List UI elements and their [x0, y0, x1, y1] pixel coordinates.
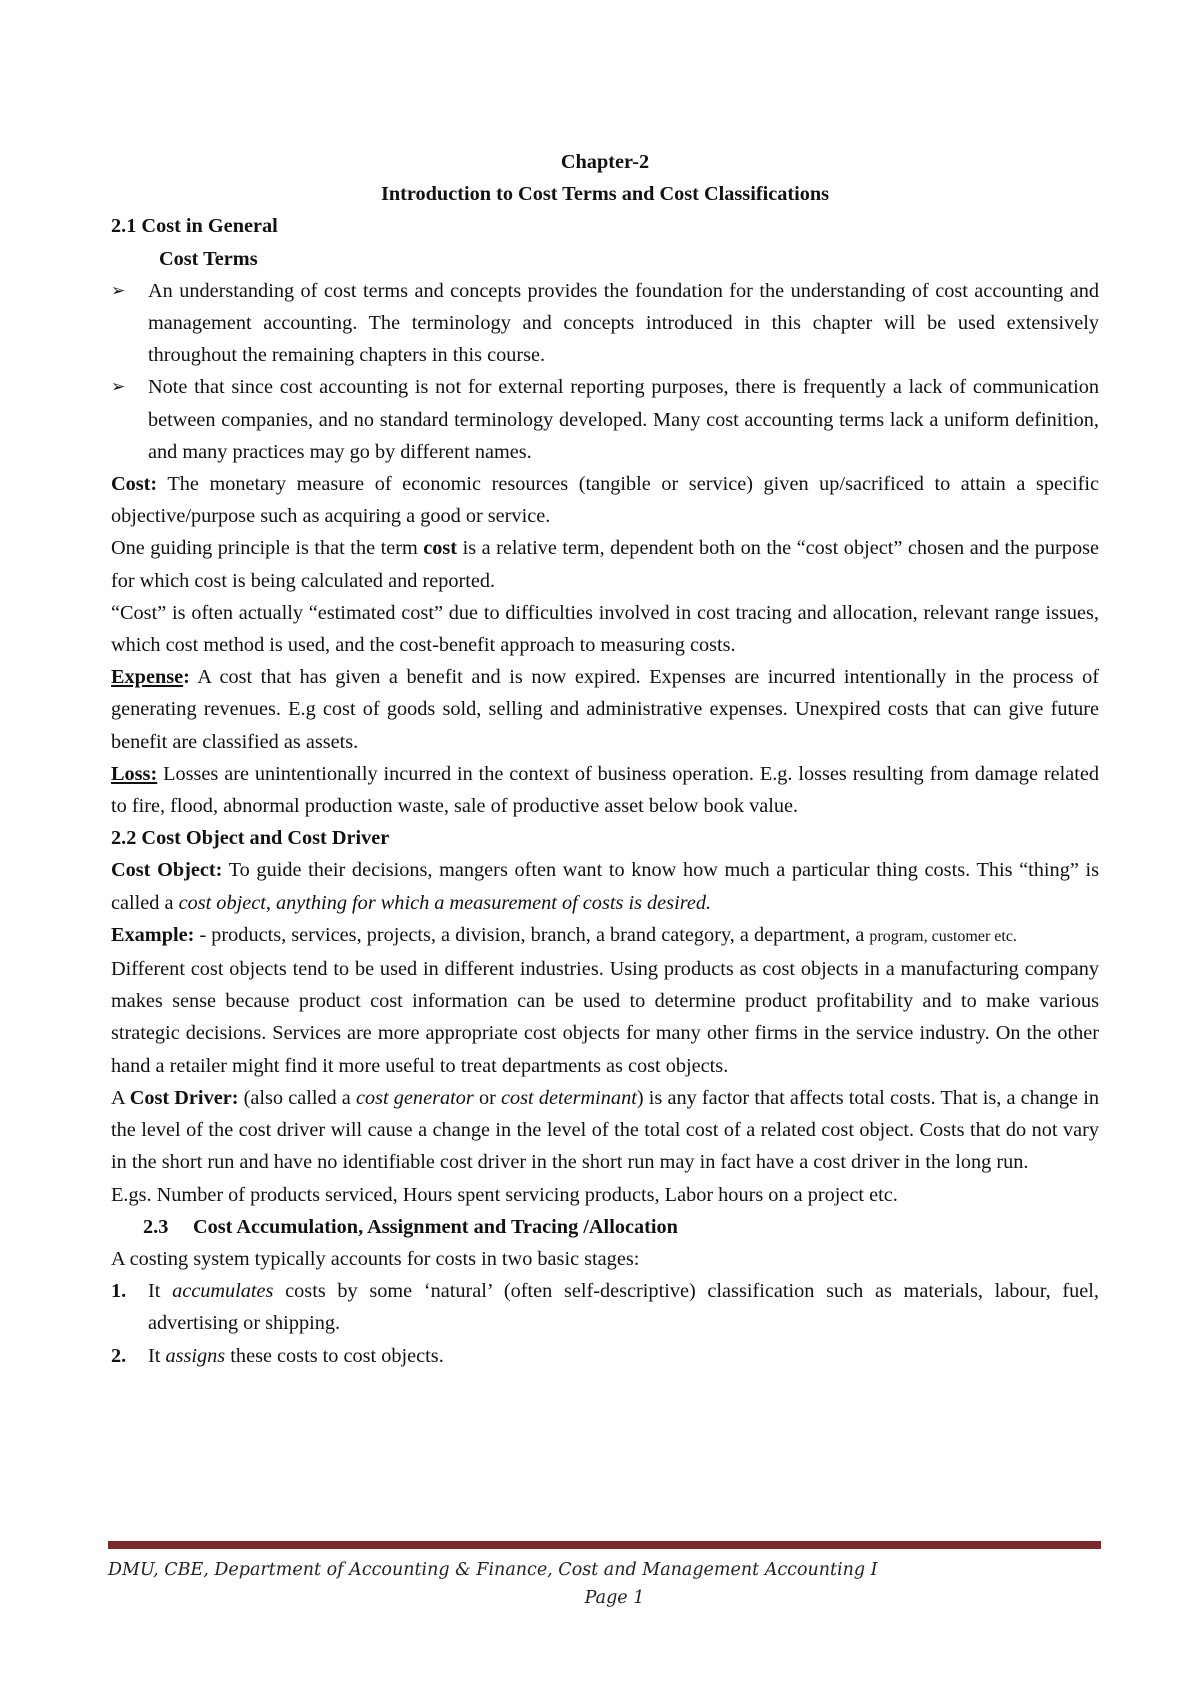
term-label: Cost Object:: [111, 859, 223, 882]
bullet-text: An understanding of cost terms and concepts provides the foundation for the understanding of cost accounting and management accounting. The terminology and concepts introduced in this chapter will be used extensively throughout the remaining chapters in this course.: [148, 279, 1099, 367]
chapter-title: Introduction to Cost Terms and Cost Classifications: [380, 183, 830, 206]
page-footer: [108, 1556, 1101, 1612]
cost-driver-definition: A Cost Driver: (also called a cost generator or cost determinant) is any factor that affects total costs. That is, a change in the level of the cost driver will cause a change in the level of the total cost of a related cost object. Costs that do not vary in the short run and have no identifiable cost driver in the short run may in fact have a cost driver in the long run.: [111, 1086, 1099, 1174]
term-label: Example:: [111, 923, 195, 946]
footer-course-info: DMU, CBE, Department of Accounting & Finance, Cost and Management Accounting I: [108, 1560, 878, 1580]
arrow-bullet-icon: ➢: [111, 377, 126, 398]
section-2-2-heading: 2.2 Cost Object and Cost Driver: [111, 827, 390, 850]
expense-definition: Expense: A cost that has given a benefit and is now expired. Expenses are incurred intentionally in the process of generating revenues. E.g cost of goods sold, selling and administrative expenses. Unexpired costs that can give future benefit are classified as assets.: [111, 666, 1099, 753]
costing-intro: A costing system typically accounts for costs in two basic stages:: [111, 1247, 640, 1270]
footer-divider: [108, 1541, 1101, 1549]
numbered-item: 1. It accumulates costs by some ‘natural’ (often self-descriptive) classification such as materials, labour, fuel, advertising or shipping.: [111, 1280, 1099, 1335]
term-label: Expense: [111, 666, 184, 689]
bullet-item: [111, 371, 1099, 468]
section-2-1-heading: 2.1 Cost in General: [111, 215, 278, 238]
cost-terms-subheading: Cost Terms: [159, 247, 258, 270]
section-2-3-heading: 2.3 Cost Accumulation, Assignment and Tracing /Allocation: [143, 1215, 678, 1238]
term-label: Cost Driver:: [129, 1086, 239, 1109]
bullet-item: [111, 275, 1099, 372]
cost-driver-examples: E.gs. Number of products serviced, Hours spent servicing products, Labor hours on a project etc.: [111, 1183, 898, 1206]
guiding-principle: One guiding principle is that the term cost is a relative term, dependent both on the “cost object” chosen and the purpose for which cost is being calculated and reported.: [111, 537, 1099, 592]
page-number: Page 1: [584, 1588, 645, 1608]
example-paragraph: Example: - products, services, projects, a division, branch, a brand category, a department, a program, customer etc.: [111, 923, 1017, 946]
bullet-text: Note that since cost accounting is not for external reporting purposes, there is frequently a lack of communication between companies, and no standard terminology developed. Many cost accounting terms lack a uniform definition, and many practices may go by different names.: [148, 376, 1099, 463]
loss-definition: Loss: Losses are unintentionally incurred in the context of business operation. E.g. losses resulting from damage related to fire, flood, abnormal production waste, sale of productive asset below book value.: [111, 762, 1099, 818]
term-label: Loss:: [111, 762, 158, 785]
term-label: Cost:: [111, 473, 158, 496]
estimated-cost-paragraph: “Cost” is often actually “estimated cost” due to difficulties involved in cost tracing and allocation, relevant range issues, which cost method is used, and the cost-benefit approach to measuring costs.: [111, 601, 1099, 657]
numbered-item: 2. It assigns these costs to cost objects.: [111, 1344, 444, 1367]
cost-definition: Cost: The monetary measure of economic resources (tangible or service) given up/sacrificed to attain a specific objective/purpose such as acquiring a good or service.: [111, 473, 1099, 528]
cost-object-definition: Cost Object: To guide their decisions, mangers often want to know how much a particular thing costs. This “thing” is called a cost object, anything for which a measurement of costs is desired.: [111, 859, 1100, 914]
chapter-number: Chapter-2: [560, 151, 650, 173]
industries-paragraph: Different cost objects tend to be used in different industries. Using products as cost objects in a manufacturing company makes sense because product cost information can be used to determine product profitability and to make various strategic decisions. Services are more appropriate cost objects for many other firms in the service industry. On the other hand a retailer might find it more useful to treat departments as cost objects.: [111, 958, 1099, 1077]
page-content: [111, 146, 1099, 1372]
arrow-bullet-icon: ➢: [111, 280, 126, 301]
